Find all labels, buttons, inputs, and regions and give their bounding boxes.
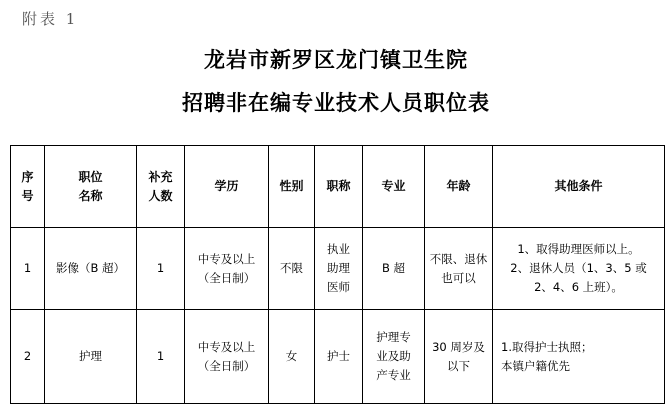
document-title-line1: 龙岩市新罗区龙门镇卫生院 [204, 47, 468, 72]
table-row [11, 228, 665, 310]
cell-position: 护理 [45, 310, 137, 404]
cell-title: 执业 助理 医师 [315, 228, 363, 310]
table-row [11, 310, 665, 404]
cell-title: 护士 [315, 310, 363, 404]
cell-gender: 不限 [269, 228, 315, 310]
cell-seq: 1 [11, 228, 45, 310]
header-gender: 性别 [269, 146, 315, 228]
header-education: 学历 [185, 146, 269, 228]
cell-gender: 女 [269, 310, 315, 404]
table-header-row [11, 146, 665, 228]
header-other: 其他条件 [493, 146, 665, 228]
cell-age: 30 周岁及 以下 [425, 310, 493, 404]
header-age: 年龄 [425, 146, 493, 228]
cell-position: 影像（B 超） [45, 228, 137, 310]
cell-education: 中专及以上 （全日制） [185, 310, 269, 404]
cell-major: B 超 [363, 228, 425, 310]
cell-age: 不限、退休 也可以 [425, 228, 493, 310]
cell-count: 1 [137, 228, 185, 310]
header-seq: 序 号 [11, 146, 45, 228]
positions-table [10, 145, 665, 404]
cell-count: 1 [137, 310, 185, 404]
document-title-line2: 招聘非在编专业技术人员职位表 [182, 90, 490, 115]
header-position: 职位 名称 [45, 146, 137, 228]
cell-other: 1.取得护士执照； 本镇户籍优先 [493, 310, 665, 404]
header-count: 补充 人数 [137, 146, 185, 228]
cell-seq: 2 [11, 310, 45, 404]
cell-education: 中专及以上 （全日制） [185, 228, 269, 310]
header-major: 专业 [363, 146, 425, 228]
cell-other: 1、取得助理医师以上。 2、退休人员（1、3、5 或 2、4、6 上班）。 [493, 228, 665, 310]
appendix-label: 附表 1 [22, 10, 79, 28]
header-title: 职称 [315, 146, 363, 228]
cell-major: 护理专 业及助 产专业 [363, 310, 425, 404]
